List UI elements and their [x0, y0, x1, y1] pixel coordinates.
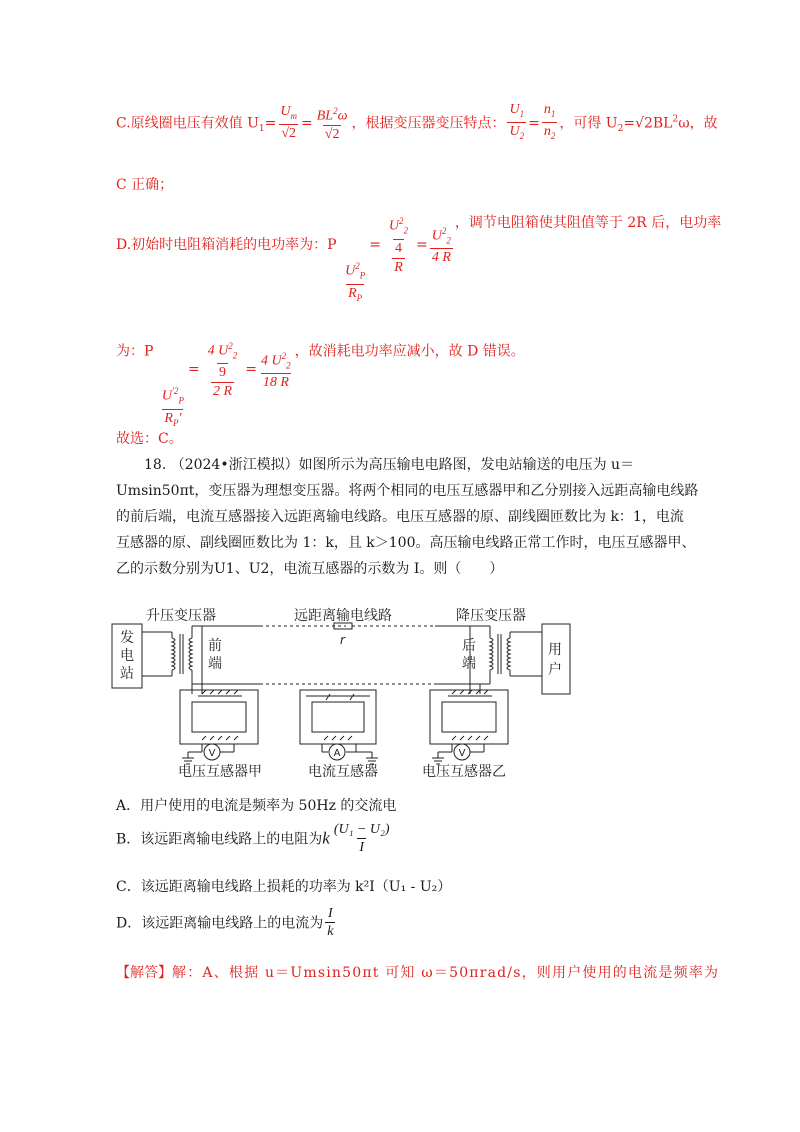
ct-label: 电流互感器 [308, 764, 378, 780]
sup: 2 [228, 341, 233, 351]
den: k [327, 924, 334, 939]
den: 4 R [431, 250, 451, 266]
station-label-2: 电 [120, 648, 134, 664]
question-line-3: 的前后端，电流互感器接入远距离输电线路。电压互感器的原、副线圈匝数比为 k：1，电流 [116, 509, 684, 525]
u: 4 U [207, 343, 229, 359]
bl: BL [316, 108, 334, 124]
um: U [280, 103, 291, 119]
question-text [116, 452, 716, 582]
back-label-1: 后 [462, 638, 476, 654]
den: 18 R [262, 374, 289, 390]
u: U [431, 228, 442, 244]
rp: R [164, 410, 173, 426]
den: I [359, 840, 365, 855]
ct-inner [312, 702, 364, 732]
solution-c-prefix: C.原线圈电压有效值 U [116, 115, 259, 132]
frac-u1-u2 [507, 102, 526, 145]
solution-d-line2: 为：P $\frac{U^{'2}_P}{R_P'}$ = $\frac{\frac{4 U^2_2}{9}}{2 R}$ = $\frac{4 U^2_2}{18 R}$ ，故消耗电功率应减小，故 D 错误。 [116, 338, 525, 431]
option-b-frac [332, 822, 392, 857]
solution-d-line2-tail: ，故消耗电功率应减小，故 D 错误。 [294, 343, 525, 360]
eq: = [623, 115, 636, 132]
um-sub: m [290, 110, 298, 121]
frac-n1-n2 [542, 102, 558, 145]
sub: 2 [550, 130, 556, 141]
prime: ' [178, 410, 182, 426]
sup: 2 [672, 114, 679, 125]
den: 2 R [212, 384, 233, 400]
solution-c-line [116, 102, 718, 145]
ammeter-label: A [333, 748, 341, 759]
sup: 2 [281, 350, 287, 361]
sup: 2 [441, 225, 447, 236]
sub: P [178, 395, 184, 406]
step-down-label: 降压变压器 [456, 608, 526, 624]
up: U [345, 264, 356, 279]
answer-text: 解：A、根据 u＝Umsin50πt 可知 ω＝50πrad/s，则用户使用的电流是频率为 [172, 965, 720, 981]
eq: = [528, 115, 540, 132]
sub: 1 [550, 108, 556, 119]
option-a: A．用户使用的电流是频率为 50Hz 的交流电 [116, 798, 397, 814]
sub: 2 [232, 350, 238, 361]
solution-c-line2: C 正确； [116, 177, 174, 193]
sub: P [356, 292, 363, 303]
user-box [542, 624, 570, 694]
solution-c-tail: ，可得 U [559, 115, 618, 132]
option-d-frac [325, 906, 335, 941]
rp: R [348, 285, 357, 301]
bl: BL [652, 115, 673, 132]
sup: 2 [333, 105, 338, 116]
question-line-1: 18. （2024•浙江模拟）如图所示为高压输电电路图，发电站输送的电压为 u＝ [144, 457, 635, 473]
u1: U [509, 102, 520, 117]
front-label-2: 端 [208, 656, 222, 672]
sup: 2 [355, 261, 360, 272]
sub: 2 [403, 225, 409, 236]
u2: U [509, 123, 520, 139]
ct-outer [300, 690, 376, 744]
answer-line [116, 962, 719, 982]
vt-a-inner [192, 702, 246, 732]
sub: P [359, 270, 366, 281]
solution-d-prefix: D.初始时电阻箱消耗的电功率为：P [116, 237, 337, 253]
option-b [116, 822, 394, 857]
frac-u2-4r [430, 223, 453, 267]
solution-c-mid: ，根据变压器变压特点： [351, 115, 506, 132]
station-label-3: 站 [120, 666, 134, 682]
den: 9 [218, 365, 226, 381]
frac-4u2-9 [206, 338, 240, 382]
solution-choice: 故选：C。 [116, 431, 183, 447]
option-d [116, 906, 337, 941]
u: 4 U [261, 353, 282, 369]
sup: 2 [399, 216, 404, 227]
frac-up2-rp [160, 383, 186, 431]
den: R [394, 259, 403, 275]
vt-b-label: 电压互感器乙 [422, 764, 506, 780]
step-up-primary-coil [172, 638, 175, 670]
tail: ω，故 [678, 115, 718, 132]
sub: 2 [519, 130, 525, 141]
resistor-label: r [340, 633, 345, 647]
frac-bl2w [315, 103, 350, 144]
n1: n [543, 102, 551, 117]
option-b-prefix: B．该远距离输电线路上的电阻为 [116, 831, 323, 848]
frac-u2-4 [387, 213, 410, 257]
eq: = [301, 115, 313, 132]
step-up-label: 升压变压器 [146, 608, 216, 624]
circuit-diagram [110, 604, 580, 784]
frac-4u2-18r [259, 348, 293, 392]
den: 4 [394, 240, 402, 256]
line-label: 远距离输电线路 [294, 608, 392, 624]
back-label-2: 端 [462, 656, 476, 672]
num: I [328, 906, 333, 921]
option-d-prefix: D．该远距离输电线路上的电流为 [116, 915, 324, 932]
user-label-2: 户 [548, 662, 562, 678]
solution-d-line: D.初始时电阻箱消耗的电功率为：P $\frac{U^2_P}{R_P}$ = $\frac{\frac{U^2_2}{4}}{R}$ = $\frac{U^2_2}{4 R}$ ，调节电阻箱使其阻值等于 2R 后，电功率 [116, 212, 721, 307]
step-down-secondary-coil [507, 638, 510, 670]
option-b-k: k [322, 828, 330, 848]
question-line-2: Umsin50πt，变压器为理想变压器。将两个相同的电压互感器甲和乙分别接入远距高输电线路 [116, 483, 699, 499]
sub: 2 [617, 124, 624, 135]
voltmeter-a-label: V [208, 748, 216, 759]
answer-tag: 【解答】 [116, 965, 172, 981]
user-label-1: 用 [548, 642, 562, 658]
step-down-primary-coil [490, 638, 493, 670]
station-label-1: 发 [120, 630, 134, 646]
front-label-1: 前 [208, 638, 222, 654]
sub: 1 [258, 124, 265, 135]
sub: 2 [286, 359, 291, 370]
question-line-5: 乙的示数分别为U1、U2，电流互感器的示数为 I。则（ ） [116, 561, 504, 577]
u: U [388, 218, 400, 234]
eq: = [264, 115, 277, 132]
frac-up-rp [343, 258, 367, 306]
question-line-4: 互感器的原、副线圈匝数比为 1：k，且 k＞100。高压输电线路正常工作时，电压互感器甲、 [116, 535, 696, 551]
frac-4u2-9-2r [202, 338, 244, 401]
omega: ω [337, 108, 348, 124]
sub: 1 [519, 108, 525, 119]
option-c: C．该远距离输电线路上损耗的功率为 k²I（U₁ - U₂） [116, 879, 452, 895]
vt-b-inner [442, 702, 496, 732]
vt-a-label: 电压互感器甲 [178, 764, 262, 780]
frac-um-sqrt2 [278, 104, 299, 143]
solution-d-mid: ，调节电阻箱使其阻值等于 2R 后，电功率 [454, 215, 722, 231]
sqrt2: √2 [281, 125, 297, 141]
n2: n [543, 123, 551, 139]
solution-d-line2-prefix: 为：P [116, 343, 154, 360]
up: U [161, 388, 172, 404]
sqrt2: √2 [324, 126, 340, 142]
step-up-secondary-coil [189, 638, 192, 670]
sqrt2: √2 [635, 115, 653, 132]
sub: P [172, 417, 179, 428]
voltmeter-b-label: V [458, 748, 466, 759]
num: (U₁ − U₂) [333, 822, 390, 837]
sub: 2 [446, 235, 451, 246]
frac-u2-4-r [383, 213, 414, 276]
sup: '2 [172, 386, 179, 397]
